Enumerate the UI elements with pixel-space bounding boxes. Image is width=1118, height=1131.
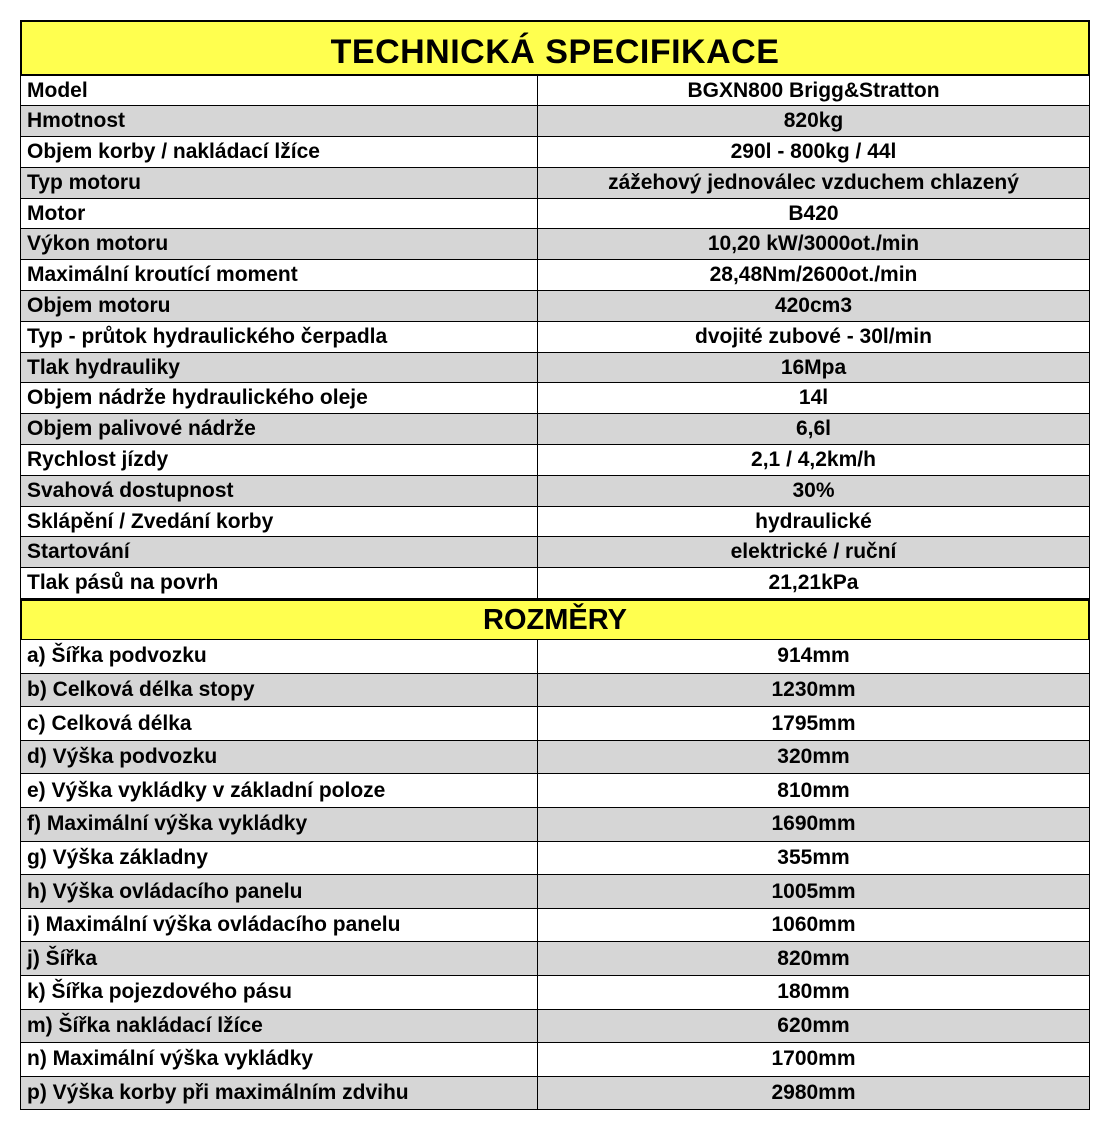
spec-row <box>21 229 1090 260</box>
dimensions-table <box>20 639 1090 1110</box>
spec-row-label: Typ - průtok hydraulického čerpadla <box>21 321 538 352</box>
spec-row <box>21 568 1090 599</box>
spec-row-value: dvojité zubové - 30l/min <box>538 321 1090 352</box>
dimension-row-value: 1700mm <box>538 1043 1090 1077</box>
spec-row-value: 820kg <box>538 106 1090 137</box>
spec-row-label: Objem nádrže hydraulického oleje <box>21 383 538 414</box>
spec-row-label: Tlak hydrauliky <box>21 352 538 383</box>
spec-row-label: Výkon motoru <box>21 229 538 260</box>
spec-row-value: elektrické / ruční <box>538 537 1090 568</box>
dimension-row <box>21 875 1090 909</box>
spec-row <box>21 106 1090 137</box>
spec-row <box>21 167 1090 198</box>
dimension-row-value: 355mm <box>538 841 1090 875</box>
spec-row-value: 16Mpa <box>538 352 1090 383</box>
dimension-row-label: c) Celková délka <box>21 707 538 741</box>
spec-row <box>21 137 1090 168</box>
dimension-row-value: 1005mm <box>538 875 1090 909</box>
spec-row <box>21 537 1090 568</box>
dimension-row <box>21 640 1090 674</box>
dimension-row-value: 320mm <box>538 740 1090 774</box>
dimension-row-label: h) Výška ovládacího panelu <box>21 875 538 909</box>
spec-row <box>21 475 1090 506</box>
spec-row-value: 14l <box>538 383 1090 414</box>
spec-row-label: Maximální kroutící moment <box>21 260 538 291</box>
spec-row <box>21 414 1090 445</box>
dimension-row-label: e) Výška vykládky v základní poloze <box>21 774 538 808</box>
dimension-row <box>21 707 1090 741</box>
dimension-row-value: 180mm <box>538 975 1090 1009</box>
dimension-row-label: p) Výška korby při maximálním zdvihu <box>21 1076 538 1110</box>
dimension-row <box>21 1009 1090 1043</box>
dimension-row-label: n) Maximální výška vykládky <box>21 1043 538 1077</box>
spec-row-label: Objem palivové nádrže <box>21 414 538 445</box>
spec-row <box>21 321 1090 352</box>
dimension-row-value: 1795mm <box>538 707 1090 741</box>
spec-row <box>21 260 1090 291</box>
spec-row <box>21 291 1090 322</box>
dimension-row-label: m) Šířka nakládací lžíce <box>21 1009 538 1043</box>
spec-row-label: Hmotnost <box>21 106 538 137</box>
dimension-row-value: 1230mm <box>538 673 1090 707</box>
spec-row <box>21 198 1090 229</box>
spec-row <box>21 383 1090 414</box>
dimension-row-label: d) Výška podvozku <box>21 740 538 774</box>
dimensions-title: ROZMĚRY <box>20 599 1090 639</box>
dimension-row-value: 620mm <box>538 1009 1090 1043</box>
spec-row-value: B420 <box>538 198 1090 229</box>
spec-row-label: Sklápění / Zvedání korby <box>21 506 538 537</box>
spec-row <box>21 506 1090 537</box>
dimension-row-label: f) Maximální výška vykládky <box>21 808 538 842</box>
spec-row <box>21 75 1090 106</box>
dimension-row-label: b) Celková délka stopy <box>21 673 538 707</box>
spec-row-label: Motor <box>21 198 538 229</box>
spec-row <box>21 352 1090 383</box>
spec-row-value: 30% <box>538 475 1090 506</box>
spec-row-value: zážehový jednoválec vzduchem chlazený <box>538 167 1090 198</box>
spec-row-value: 10,20 kW/3000ot./min <box>538 229 1090 260</box>
spec-row-label: Startování <box>21 537 538 568</box>
dimension-row-value: 2980mm <box>538 1076 1090 1110</box>
spec-sheet <box>20 20 1090 1110</box>
dimension-row-value: 810mm <box>538 774 1090 808</box>
dimension-row-value: 914mm <box>538 640 1090 674</box>
dimension-row <box>21 740 1090 774</box>
dimension-row <box>21 1043 1090 1077</box>
dimension-row <box>21 1076 1090 1110</box>
spec-row-value: BGXN800 Brigg&Stratton <box>538 75 1090 106</box>
spec-row-value: 28,48Nm/2600ot./min <box>538 260 1090 291</box>
spec-row-label: Typ motoru <box>21 167 538 198</box>
spec-row-value: 21,21kPa <box>538 568 1090 599</box>
spec-row-value: 420cm3 <box>538 291 1090 322</box>
spec-row-label: Objem motoru <box>21 291 538 322</box>
spec-row-label: Objem korby / nakládací lžíce <box>21 137 538 168</box>
dimension-row-label: g) Výška základny <box>21 841 538 875</box>
dimension-row-label: k) Šířka pojezdového pásu <box>21 975 538 1009</box>
dimension-row <box>21 673 1090 707</box>
dimension-row <box>21 975 1090 1009</box>
spec-row-value: hydraulické <box>538 506 1090 537</box>
spec-row-value: 6,6l <box>538 414 1090 445</box>
dimension-row <box>21 774 1090 808</box>
dimension-row <box>21 841 1090 875</box>
dimension-row <box>21 808 1090 842</box>
dimension-row-label: i) Maximální výška ovládacího panelu <box>21 908 538 942</box>
dimension-row-label: j) Šířka <box>21 942 538 976</box>
spec-row-label: Model <box>21 75 538 106</box>
dimension-row <box>21 942 1090 976</box>
spec-table <box>20 74 1090 599</box>
spec-row-label: Tlak pásů na povrh <box>21 568 538 599</box>
dimension-row-label: a) Šířka podvozku <box>21 640 538 674</box>
spec-row-label: Svahová dostupnost <box>21 475 538 506</box>
dimension-row-value: 1060mm <box>538 908 1090 942</box>
spec-row-value: 2,1 / 4,2km/h <box>538 445 1090 476</box>
page-title: TECHNICKÁ SPECIFIKACE <box>20 20 1090 74</box>
spec-row <box>21 445 1090 476</box>
dimension-row-value: 820mm <box>538 942 1090 976</box>
spec-row-label: Rychlost jízdy <box>21 445 538 476</box>
dimension-row-value: 1690mm <box>538 808 1090 842</box>
spec-row-value: 290l - 800kg / 44l <box>538 137 1090 168</box>
dimension-row <box>21 908 1090 942</box>
